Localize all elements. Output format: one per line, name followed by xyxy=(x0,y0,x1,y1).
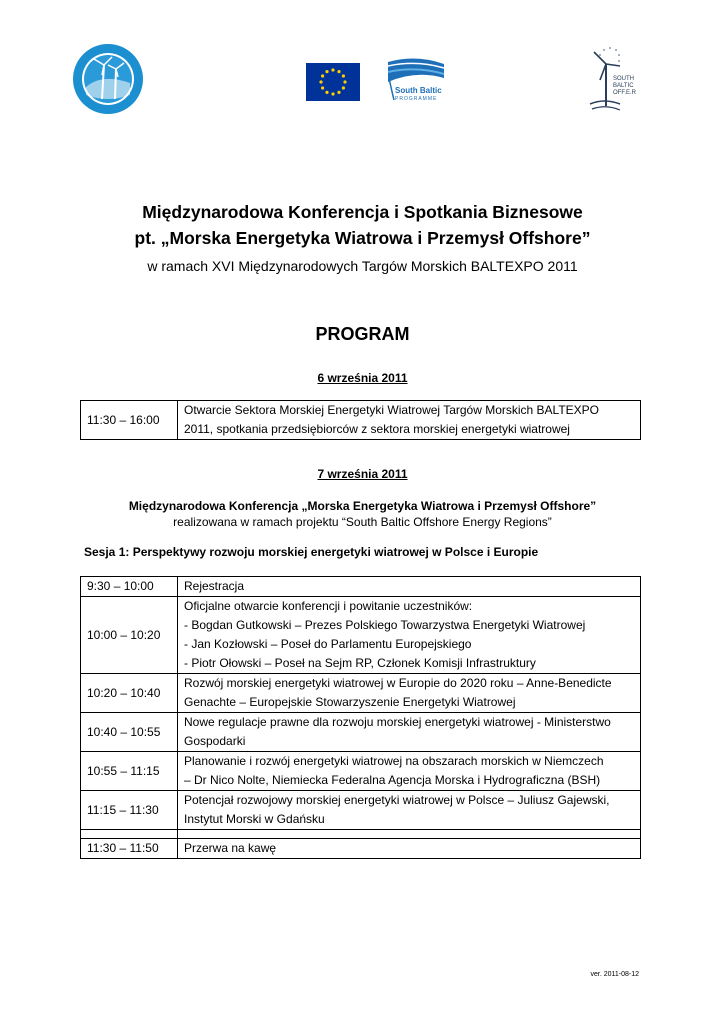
table-row xyxy=(81,752,641,791)
conference-subtitle: realizowana w ramach projektu “South Baltic Offshore Energy Regions” xyxy=(173,515,552,529)
description-cell xyxy=(178,830,641,839)
conference-title: Międzynarodowa Konferencja „Morska Energetyka Wiatrowa i Przemysł Offshore” xyxy=(128,499,597,513)
description-line: Przerwa na kawę xyxy=(184,841,277,855)
south-baltic-line1: South Baltic xyxy=(395,86,442,95)
session-title: Sesja 1: Perspektywy rozwoju morskiej energetyki wiatrowej w Polsce i Europie xyxy=(84,545,539,559)
time-cell: 10:40 – 10:55 xyxy=(81,713,178,752)
offer-line2: BALTIC xyxy=(613,83,634,89)
description-line: Planowanie i rozwój energetyki wiatrowej na obszarach morskich w Niemczech xyxy=(184,754,604,768)
title-line-2: pt. „Morska Energetyka Wiatrowa i Przemysł Offshore” xyxy=(134,228,591,248)
table-row xyxy=(81,713,641,752)
description-cell xyxy=(178,713,641,752)
description-line: - Jan Kozłowski – Poseł do Parlamentu Europejskiego xyxy=(184,637,472,651)
time-cell: 11:15 – 11:30 xyxy=(81,791,178,830)
day1-date: 6 września 2011 xyxy=(317,371,408,385)
description-cell xyxy=(178,577,641,597)
description-cell xyxy=(178,674,641,713)
south-baltic-text xyxy=(395,86,442,104)
description-line: – Dr Nico Nolte, Niemiecka Federalna Agencja Morska i Hydrograficzna (BSH) xyxy=(184,773,601,787)
description-line: Instytut Morski w Gdańsku xyxy=(184,812,325,826)
description-cell xyxy=(178,791,641,830)
description-line: Oficjalne otwarcie konferencji i powitanie uczestników: xyxy=(184,599,473,613)
table-row xyxy=(81,577,641,597)
table-row xyxy=(81,791,641,830)
time-cell: 10:55 – 11:15 xyxy=(81,752,178,791)
eu-flag xyxy=(306,63,360,101)
time-cell: 9:30 – 10:00 xyxy=(81,577,178,597)
table-row xyxy=(81,674,641,713)
time-cell: 10:00 – 10:20 xyxy=(81,597,178,674)
description-line: Potencjał rozwojowy morskiej energetyki wiatrowej w Polsce – Juliusz Gajewski, xyxy=(184,793,610,807)
ptew-logo xyxy=(72,43,144,115)
south-baltic-line2: PROGRAMME xyxy=(395,96,438,102)
time-cell: 11:30 – 11:50 xyxy=(81,839,178,859)
description-cell xyxy=(178,839,641,859)
description-cell xyxy=(178,401,641,440)
subtitle: w ramach XVI Międzynarodowych Targów Morskich BALTEXPO 2011 xyxy=(147,258,578,274)
table-row xyxy=(81,401,641,440)
description-line: Nowe regulacje prawne dla rozwoju morskiej energetyki wiatrowej - Ministerstwo xyxy=(184,715,611,729)
description-cell xyxy=(178,597,641,674)
description-line: Otwarcie Sektora Morskiej Energetyki Wiatrowej Targów Morskich BALTEXPO xyxy=(184,403,600,417)
table-row xyxy=(81,597,641,674)
time-cell: 11:30 – 16:00 xyxy=(81,401,178,440)
description-line: Rozwój morskiej energetyki wiatrowej w Europie do 2020 roku – Anne-Benedicte xyxy=(184,676,612,690)
day1-table xyxy=(80,400,641,440)
description-line: Genachte – Europejskie Stowarzyszenie Energetyki Wiatrowej xyxy=(184,695,516,709)
time-cell xyxy=(81,830,178,839)
description-line: Rejestracja xyxy=(184,579,245,593)
offer-text xyxy=(613,76,636,97)
day2-date: 7 września 2011 xyxy=(317,467,408,481)
table-row xyxy=(81,839,641,859)
title-line-1: Międzynarodowa Konferencja i Spotkania Biznesowe xyxy=(142,202,583,222)
offer-line1: SOUTH xyxy=(613,76,634,82)
description-line: - Bogdan Gutkowski – Prezes Polskiego Towarzystwa Energetyki Wiatrowej xyxy=(184,618,586,632)
table-row-empty xyxy=(81,830,641,839)
description-line: - Piotr Ołowski – Poseł na Sejm RP, Członek Komisji Infrastruktury xyxy=(184,656,536,670)
version-label: ver. 2011-08-12 xyxy=(590,971,639,978)
description-line: 2011, spotkania przedsiębiorców z sektora morskiej energetyki wiatrowej xyxy=(184,422,570,436)
description-line: Gospodarki xyxy=(184,734,246,748)
description-cell xyxy=(178,752,641,791)
day2-table xyxy=(80,576,641,859)
program-heading: PROGRAM xyxy=(315,324,410,344)
logo-bar xyxy=(0,0,725,130)
offer-line3: OFF.E.R xyxy=(613,90,637,96)
time-cell: 10:20 – 10:40 xyxy=(81,674,178,713)
